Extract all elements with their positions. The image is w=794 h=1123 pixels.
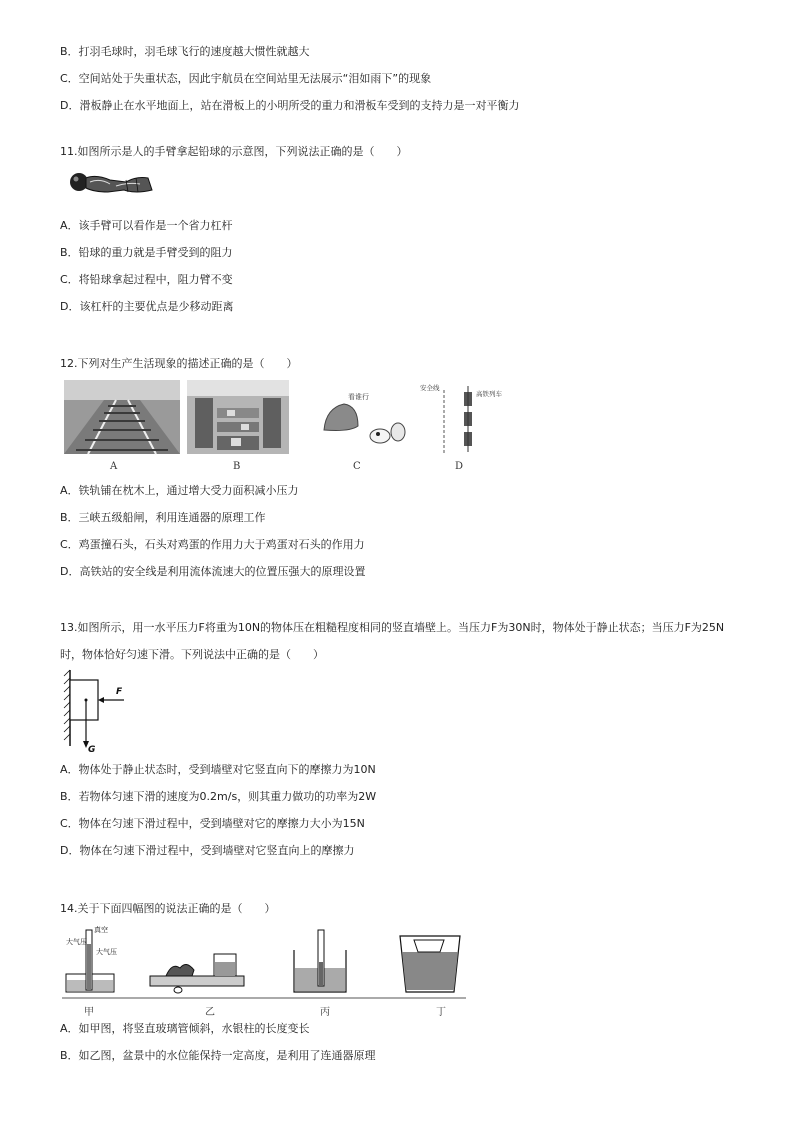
- q12-fig-label-c: C: [353, 461, 361, 472]
- q13-stem-line1: 13.如图所示，用一水平压力F将重为10N的物体压在粗糙程度相同的竖直墙壁上。当压力F为30N时，物体处于静止状态；当压力F为25N: [60, 621, 725, 634]
- arm-shotput-figure: [66, 168, 156, 200]
- q11-option-c: C．将铅球拿起过程中，阻力臂不变: [60, 273, 233, 286]
- q14-fig-label-jia: 甲: [84, 1007, 94, 1018]
- q11-option-b: B．铅球的重力就是手臂受到的阻力: [60, 246, 233, 259]
- railway-photo: [64, 380, 180, 454]
- fig-c-speech: 看谁行: [348, 393, 369, 401]
- q13-option-c: C．物体在匀速下滑过程中，受到墙壁对它的摩擦力大小为15N: [60, 817, 365, 830]
- fig-force-g-label: G: [88, 745, 96, 755]
- q12-fig-label-d: D: [455, 461, 464, 472]
- fig-atm-left-label: 大气压: [66, 938, 87, 946]
- fig-atm-right-label: 大气压: [96, 948, 117, 956]
- q11-option-d: D．该杠杆的主要优点是少移动距离: [60, 300, 234, 313]
- q14-stem: 14.关于下面四幅图的说法正确的是（ ）: [60, 902, 276, 915]
- q13-stem-line2: 时，物体恰好匀速下滑。下列说法中正确的是（ ）: [60, 648, 324, 661]
- q10-option-d: D．滑板静止在水平地面上，站在滑板上的小明所受的重力和滑板车受到的支持力是一对平衡力: [60, 99, 520, 112]
- q11-option-a: A．该手臂可以看作是一个省力杠杆: [60, 219, 233, 232]
- q14-fig-label-bing: 丙: [320, 1007, 330, 1018]
- wall-block-force-figure: [62, 668, 132, 754]
- q11-stem: 11.如图所示是人的手臂拿起铅球的示意图，下列说法正确的是（ ）: [60, 145, 408, 158]
- q12-option-d: D．高铁站的安全线是利用流体流速大的位置压强大的原理设置: [60, 565, 366, 578]
- q13-option-d: D．物体在匀速下滑过程中，受到墙壁对它竖直向上的摩擦力: [60, 844, 355, 857]
- fig-d-safety-line: 安全线: [420, 384, 440, 392]
- q13-option-b: B．若物体匀速下滑的速度为0.2m/s，则其重力做功的功率为2W: [60, 790, 377, 803]
- q10-option-b: B．打羽毛球时，羽毛球飞行的速度越大惯性就越大: [60, 45, 310, 58]
- four-pressure-figures: [62, 924, 466, 1000]
- q12-stem: 12.下列对生产生活现象的描述正确的是（ ）: [60, 357, 298, 370]
- q13-option-a: A．物体处于静止状态时，受到墙壁对它竖直向下的摩擦力为10N: [60, 763, 376, 776]
- q12-option-c: C．鸡蛋撞石头，石头对鸡蛋的作用力大于鸡蛋对石头的作用力: [60, 538, 365, 551]
- q12-option-a: A．铁轨铺在枕木上，通过增大受力面积减小压力: [60, 484, 299, 497]
- fig-vacuum-label: 真空: [94, 926, 108, 934]
- three-gorges-lock-photo: [187, 380, 289, 454]
- fig-force-f-label: F: [116, 687, 123, 697]
- fig-d-train-label: 高铁列车: [476, 390, 502, 398]
- q10-option-c: C．空间站处于失重状态，因此宇航员在空间站里无法展示“泪如雨下”的现象: [60, 72, 432, 85]
- q14-option-b: B．如乙图，盆景中的水位能保持一定高度，是利用了连通器原理: [60, 1049, 376, 1062]
- q12-fig-label-a: A: [110, 461, 118, 472]
- high-speed-rail-figure: [420, 382, 502, 454]
- egg-hits-stone-figure: [318, 390, 410, 454]
- q14-fig-label-yi: 乙: [205, 1007, 215, 1018]
- q14-option-a: A．如甲图，将竖直玻璃管倾斜，水银柱的长度变长: [60, 1022, 310, 1035]
- q14-fig-label-ding: 丁: [436, 1007, 446, 1018]
- q12-fig-label-b: B: [233, 461, 241, 472]
- q12-option-b: B．三峡五级船闸，利用连通器的原理工作: [60, 511, 266, 524]
